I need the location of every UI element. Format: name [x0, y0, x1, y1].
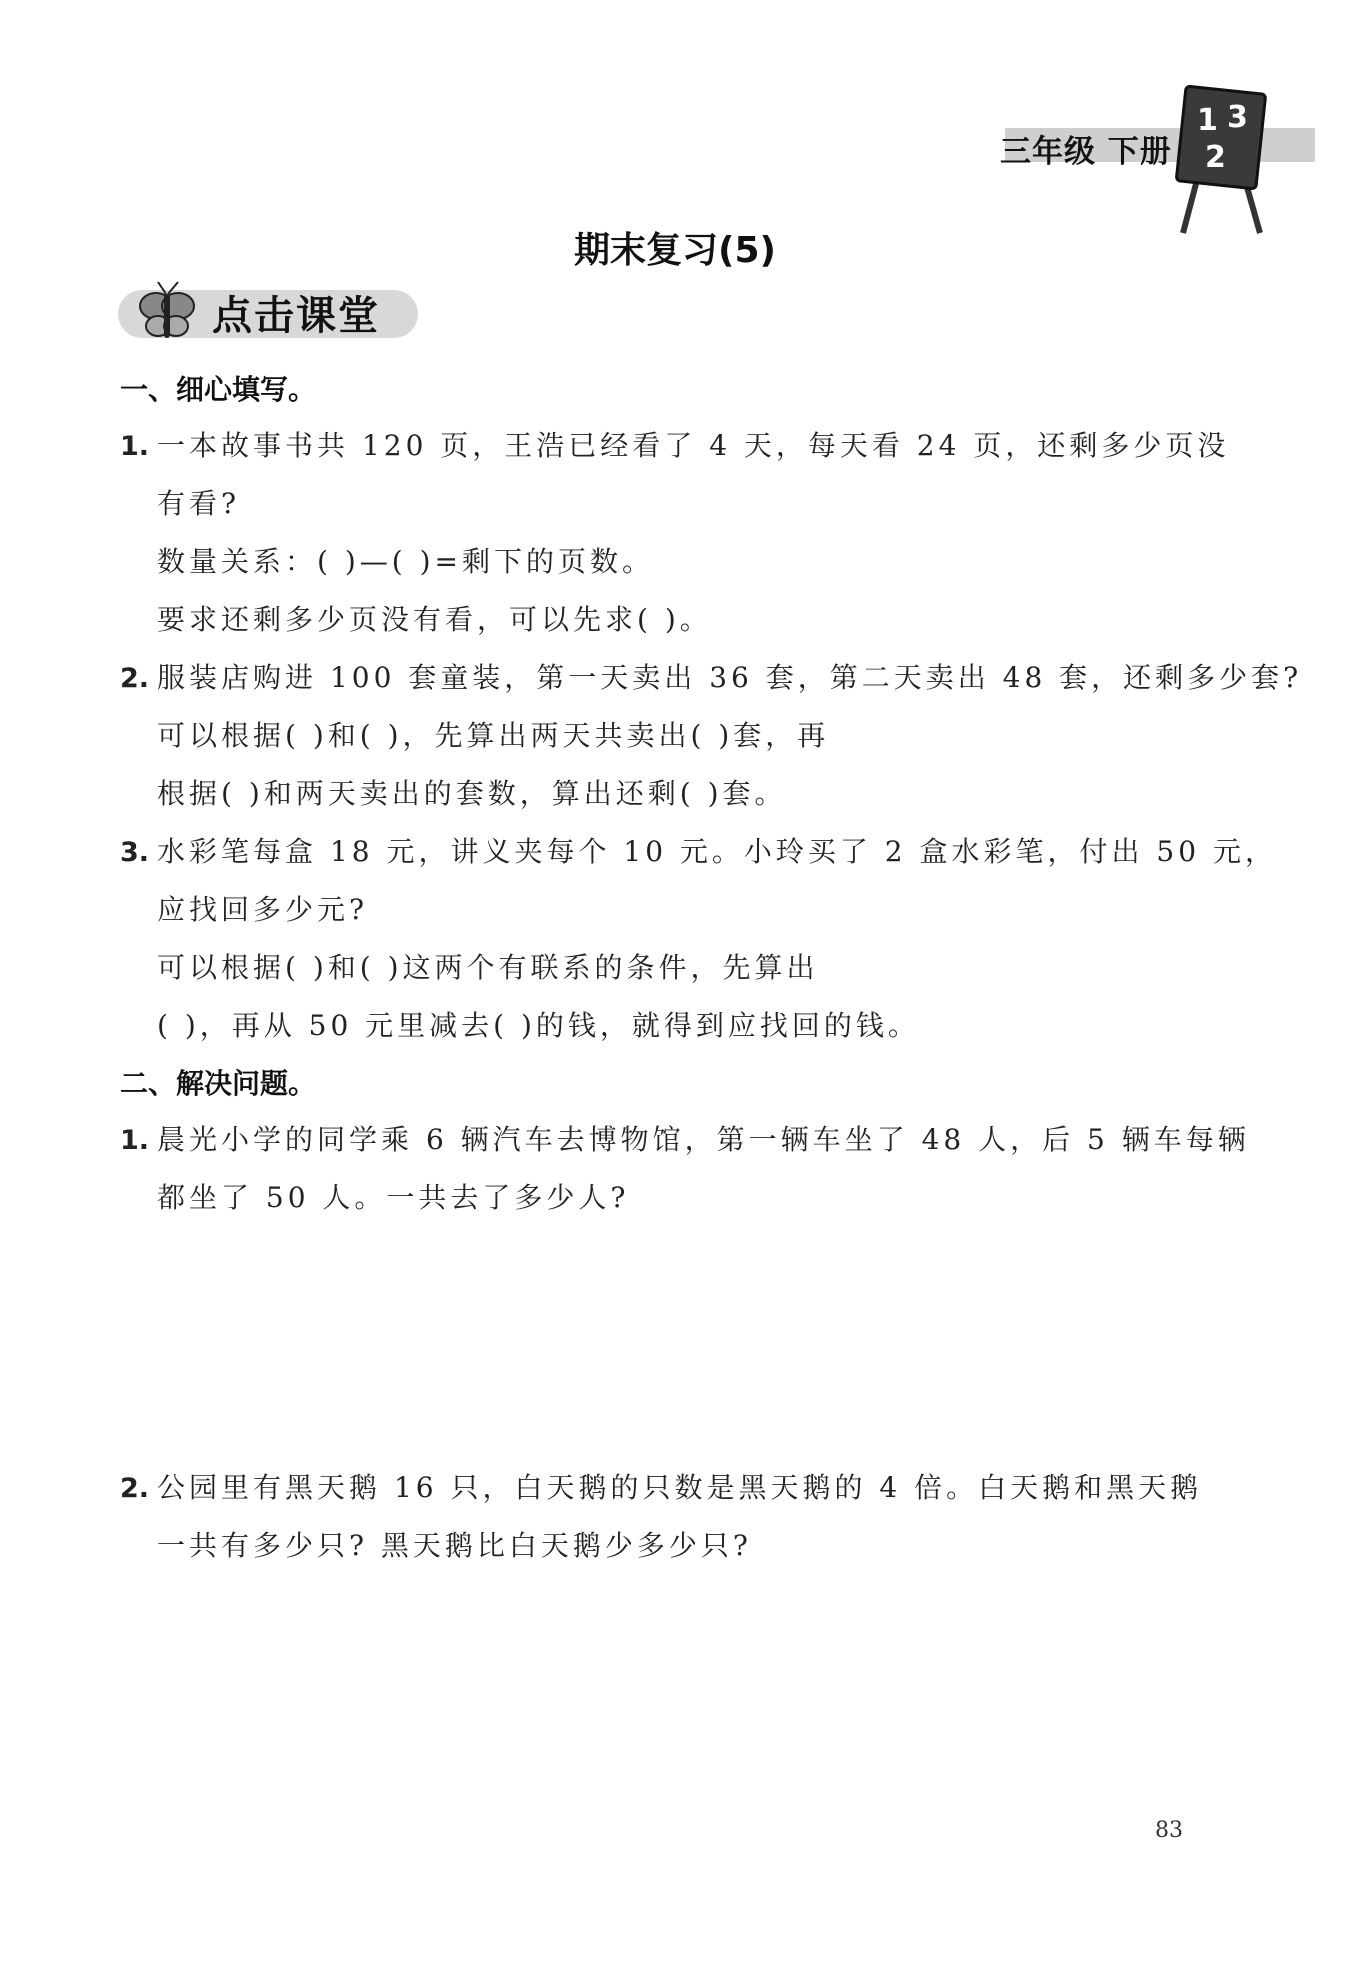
question-text: 水彩笔每盒 18 元，讲义夹每个 10 元。小玲买了 2 盒水彩笔，付出 50 元， — [157, 835, 1277, 868]
question-number: 2. — [120, 1473, 150, 1504]
board-digit-3: 2 — [1205, 140, 1226, 175]
banner-label: 点击课堂 — [212, 293, 380, 339]
question-text: 服装店购进 100 套童装，第一天卖出 36 套，第二天卖出 48 套，还剩多少套? — [157, 661, 1303, 694]
problem-1-line-1 — [120, 1118, 1250, 1158]
problem-2-line-1 — [120, 1466, 1202, 1506]
question-2-line-1 — [120, 656, 1302, 696]
page-title: 期末复习(5) — [574, 230, 776, 271]
question-number: 3. — [120, 837, 150, 868]
problem-2-line-2: 一共有多少只? 黑天鹅比白天鹅少多少只? — [157, 1529, 752, 1562]
problem-1-line-2: 都坐了 50 人。一共去了多少人? — [157, 1181, 630, 1214]
question-number: 1. — [120, 431, 150, 462]
section-heading-fill-in: 一、细心填写。 — [120, 373, 317, 406]
question-1-line-1 — [120, 424, 1229, 464]
question-2-line-2: 可以根据( )和( )，先算出两天共卖出( )套，再 — [157, 719, 830, 752]
question-number: 1. — [120, 1125, 150, 1156]
section-heading-solve: 二、解决问题。 — [120, 1067, 317, 1100]
question-3-line-3: 可以根据( )和( )这两个有联系的条件，先算出 — [157, 951, 819, 984]
question-1-line-4: 要求还剩多少页没有看，可以先求( )。 — [157, 603, 712, 636]
question-2-line-3: 根据( )和两天卖出的套数，算出还剩( )套。 — [157, 777, 787, 810]
chalkboard-icon — [1175, 85, 1270, 235]
question-number: 2. — [120, 663, 150, 694]
question-1-line-3: 数量关系：( )—( )=剩下的页数。 — [157, 545, 654, 578]
page-number: 83 — [1155, 1818, 1183, 1843]
question-text: 晨光小学的同学乘 6 辆汽车去博物馆，第一辆车坐了 48 人，后 5 辆车每辆 — [157, 1123, 1250, 1156]
grade-label: 三年级 下册 — [1000, 134, 1172, 170]
question-3-line-4: ( )，再从 50 元里减去( )的钱，就得到应找回的钱。 — [157, 1009, 920, 1042]
question-1-line-2: 有看? — [157, 487, 241, 520]
question-3-line-2: 应找回多少元? — [157, 893, 369, 926]
question-text: 一本故事书共 120 页，王浩已经看了 4 天，每天看 24 页，还剩多少页没 — [157, 429, 1230, 462]
question-3-line-1 — [120, 830, 1277, 870]
board-digit-1: 1 — [1197, 103, 1218, 138]
board-digit-2: 3 — [1227, 100, 1248, 135]
question-text: 公园里有黑天鹅 16 只，白天鹅的只数是黑天鹅的 4 倍。白天鹅和黑天鹅 — [157, 1471, 1203, 1504]
